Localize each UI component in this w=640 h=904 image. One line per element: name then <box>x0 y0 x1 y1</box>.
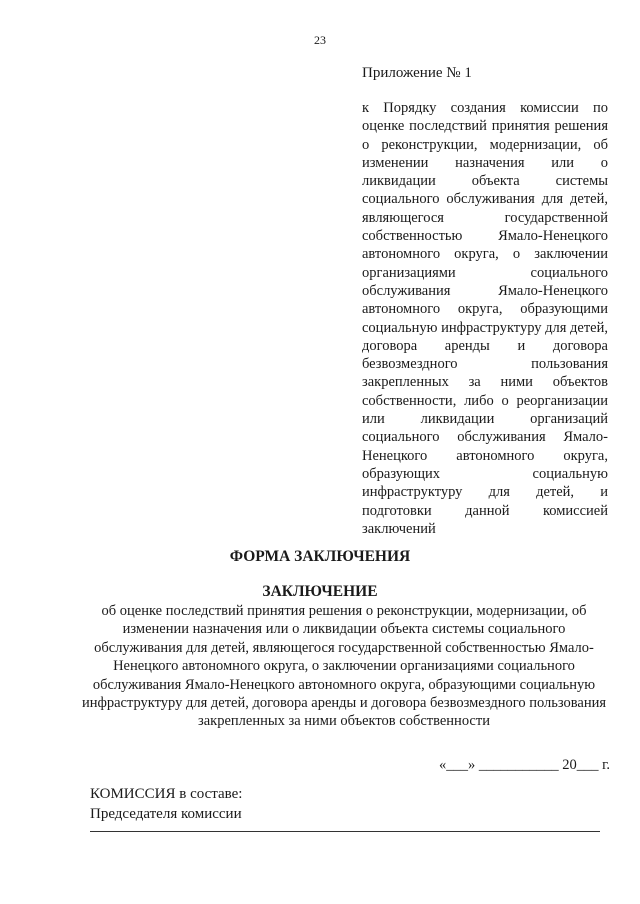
chairman-label: Председателя комиссии <box>90 806 242 822</box>
appendix-title: Приложение № 1 <box>362 65 472 81</box>
form-heading: ФОРМА ЗАКЛЮЧЕНИЯ <box>229 548 411 565</box>
commission-label: КОМИССИЯ в составе: <box>90 786 243 802</box>
page-number: 23 <box>314 33 326 47</box>
date-field-line: «___» ___________ 20___ г. <box>438 757 610 773</box>
conclusion-title: ЗАКЛЮЧЕНИЕ <box>262 583 378 600</box>
appendix-reference-text: к Порядку создания комиссии по оценке последствий принятия решения о реконструкции, модернизации, об изменении назначения или о ликвидации объекта системы социального обслуживания для детей, являющегося государственной собственностью Ямало-Ненецкого автономного округа, о заключении организациями социального обслуживания Ямало-Ненецкого автономного округа, образующими социальную инфраструктуру для детей, договора аренды и договора безвозмездного пользования закрепленных за ними объектов собственности, либо о реорганизации или ликвидации организаций социального обслуживания Ямало-Ненецкого автономного округа, образующих социальную инфраструктуру для детей, и подготовки данной комиссией заключений <box>362 100 609 537</box>
chairman-fill-line <box>90 831 600 832</box>
conclusion-description: об оценке последствий принятия решения о реконструкции, модернизации, об изменении назначения или о ликвидации объекта системы социального обслуживания для детей, являющегося государственной собственностью Ямало-Ненецкого автономного округа, о заключении организациями социального обслуживания Ямало-Ненецкого автономного округа, образующими социальную инфраструктуру для детей, договора аренды и договора безвозмездного пользования закрепленных за ними объектов собственности <box>81 603 607 730</box>
